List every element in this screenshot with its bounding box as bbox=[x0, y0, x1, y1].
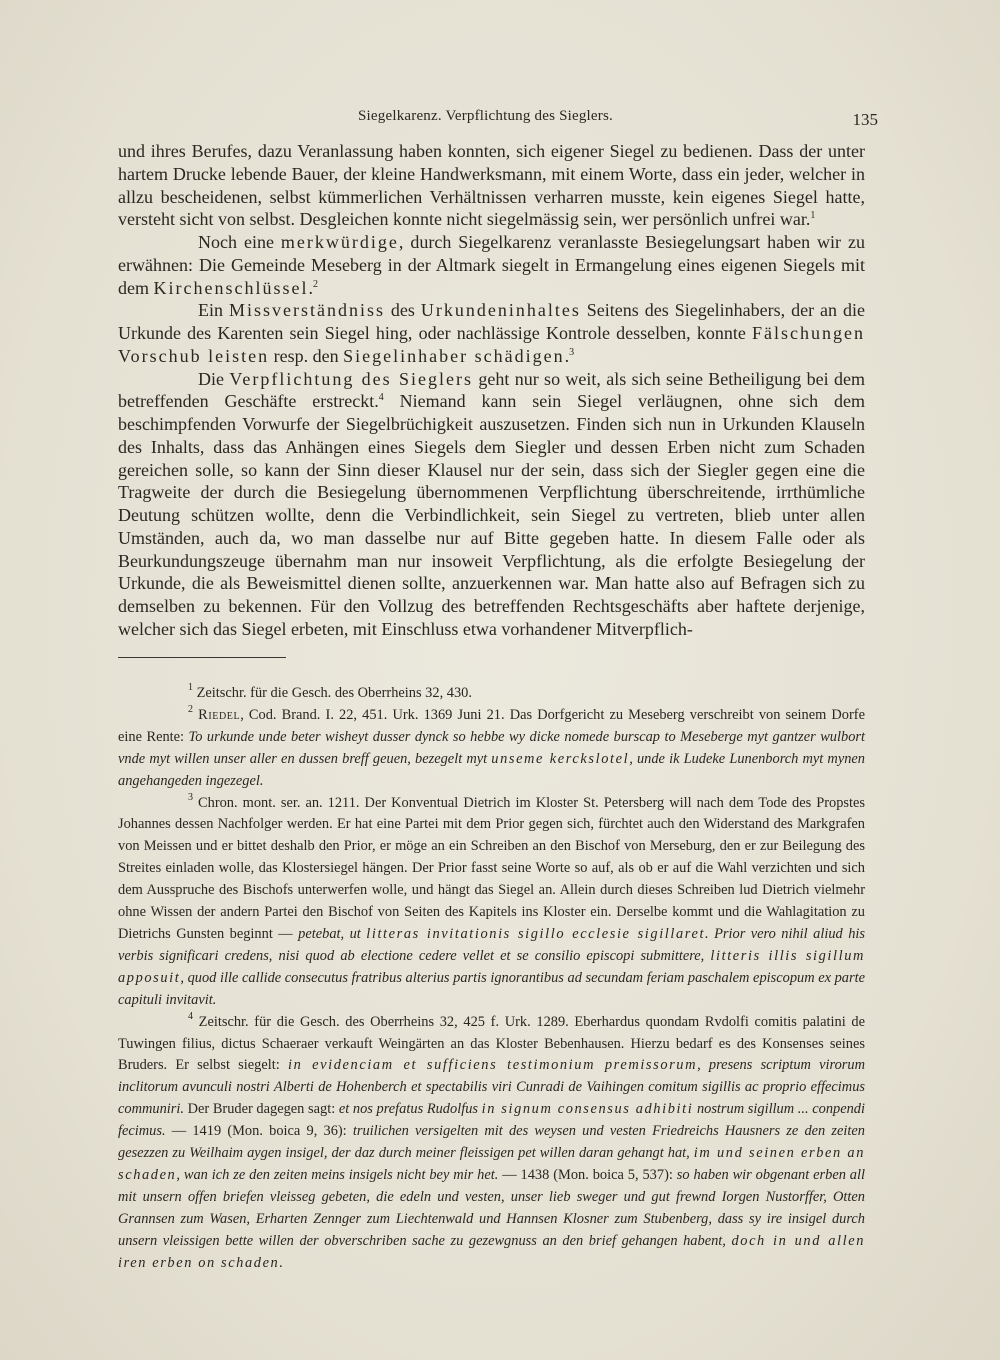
quotation: so haben wir obgenant erben all mit unsern offen briefen vleisseg gebeten, die edeln und vesten, unser lieb sweger und gut frewnd Iorgen Nustorffer, Otten Grannsen zum Wasen, Erharten Zennger zum Liechtenwald und Hannsen Klosner zum Stubenberg, dass sy ire insigel durch unsern vleissigen bette willen der obverschriben sache zu gezewgnuss an den brief gehangen habent, bbox=[118, 1166, 866, 1249]
spaced-emphasis: Urkundeninhaltes bbox=[420, 300, 581, 321]
quotation: nostrum sigillum ... conpendi fecimus. bbox=[118, 1101, 865, 1140]
quotation: , quod ille callide consecutus fratribus alterius partis ignorantibus ad secundam feriam paschalem episcopum ex parte capituli invitavit. bbox=[118, 969, 865, 1008]
footnote-4: $^4$ Zeitschr. für die Gesch. des Oberrheins 32, 425 f. Urk. 1289. Eberhardus quondam Rvdolfi comitis palatini de Tuwingen filius, dictus Schaeraer verkauft Weingärten an das Kloster Bebenhausen. Hierzu bedarf es des Konsenses seines Bruders. Er selbst siegelt: in evidenciam et sufficiens testimonium premissorum, presens scriptum virorum inclitorum avunculi nostri Alberti de Hohenberch et spectabilis viri Cunradi de Vaihingen comitum sigillis ac proprio effecimus communiri. Der Bruder dagegen sagt: et nos prefatus Rudolfus in signum consensus adhibiti nostrum sigillum ... conpendi fecimus. — 1419 (Mon. boica 9, 36): truilichen versigelten mit des weysen und vesten Friedreichs Hausners ze den zeiten gesezzen zu Weilhaim aygen insigel, der daz durch meiner fleissigen pet willen daran gehangt hat, im und seinen erben an schaden, wan ich ze den zeiten meins insigels nicht bey mir het. — 1438 (Mon. boica 5, 537): so haben wir obgenant erben all mit unsern offen briefen vleisseg gebeten, die edeln und vesten, unser lieb sweger und gut frewnd Iorgen Nustorffer, Otten Grannsen zum Wasen, Erharten Zennger zum Liechtenwald und Hannsen Klosner zum Stubenberg, dass sy ire insigel durch unsern vleissigen bette willen der obverschriben sache zu gezewgnuss an den brief gehangen habent, doch in und allen iren erben on schaden. bbox=[118, 1010, 866, 1271]
footnote-ref-2: 2 bbox=[312, 278, 318, 290]
author-name: Riedel bbox=[198, 706, 241, 723]
footnote-mark: 3 bbox=[188, 791, 193, 803]
footnote-ref-4: 4 bbox=[378, 392, 384, 404]
spaced-quotation: litteris illis sigillum apposuit bbox=[118, 947, 865, 986]
footnote-mark: 4 bbox=[188, 1010, 193, 1022]
page-number: 135 bbox=[852, 110, 878, 129]
footnote-ref-3: 3 bbox=[569, 346, 575, 358]
footnote-2: $^2$ Riedel, Cod. Brand. I. 22, 451. Urk. 1369 Juni 21. Das Dorfgericht zu Meseberg verschreibt von seinem Dorfe eine Rente: To urkunde unde beter wisheyt dusser dynck so hebbe wy dicke nomede burscap to Meseberge myt gantzer wulbort vnde myt willen unser aller en dussen breff geuen, bezegelt myt unseme kerckslotel, unde ik Ludeke Lunenborch myt mynen angehangeden ingezegel. bbox=[118, 703, 865, 789]
paragraph-1: und ihres Berufes, dazu Veranlassung haben konnten, sich eigener Siegel zu bedienen. Dass der unter hartem Drucke lebende Bauer, der kleine Handwerksmann, mit einem Worte, dass ein jeder, welcher in allzu bescheidenen, selbst kümmerlichen Verhältnissen verharren musste, kein eigenes Siegel hatte, versteht sicht von selbst. Desgleichen konnte nicht siegelmässig sein, wer persönlich unfrei war.$^1$ bbox=[118, 141, 865, 230]
quotation: truilichen versigelten mit des weysen und vesten Friedreichs Hausners ze den zeiten gesezzen zu Weilhaim aygen insigel, der daz durch meiner fleissigen pet willen daran gehangt hat, bbox=[118, 1123, 866, 1162]
spaced-quotation: in signum consensus adhibiti bbox=[481, 1101, 694, 1118]
spaced-emphasis: Kirchenschlüssel bbox=[153, 277, 309, 298]
quotation: , presens scriptum virorum inclitorum avunculi nostri Alberti de Hohenberch et spectabilis viri Cunradi de Vaihingen comitum sigillis ac proprio effecimus communiri. bbox=[118, 1057, 865, 1118]
footnote-mark: 1 bbox=[188, 682, 193, 693]
spaced-quotation: unseme kerckslotel bbox=[491, 750, 630, 767]
quotation: , wan ich ze den zeiten meins insigels nicht bey mir het. bbox=[176, 1166, 499, 1183]
spaced-quotation: doch in und allen iren erben on schaden bbox=[118, 1232, 865, 1271]
main-text bbox=[118, 140, 865, 641]
spaced-emphasis: Fälschungen Vorschub leisten bbox=[118, 323, 865, 366]
quotation: , unde ik Ludeke Lunenborch myt mynen angehangeden ingezegel. bbox=[118, 750, 865, 789]
quotation: To urkunde unde beter wisheyt dusser dynck so hebbe wy dicke nomede burscap to Meseberge myt gantzer wulbort vnde myt willen unser aller en dussen breff geuen, bezegelt myt bbox=[118, 728, 865, 767]
footnote-ref-1: 1 bbox=[810, 210, 816, 222]
footnotes bbox=[118, 683, 865, 1274]
running-head: Siegelkarenz. Verpflichtung des Sieglers. bbox=[358, 108, 613, 124]
paragraph-3: Ein Missverständniss des Urkundeninhaltes Seitens des Siegelinhabers, der an die Urkunde des Karenten sein Siegel hing, oder nachlässige Kontrole desselben, konnte Fälschungen Vorschub leisten resp. den Siegelinhaber schädigen.$^3$ bbox=[118, 300, 865, 366]
footnote-3: $^3$ Chron. mont. ser. an. 1211. Der Konventual Dietrich im Kloster St. Petersberg will nach dem Tode des Propstes Johannes dessen Nachfolger werden. Er hat eine Partei mit dem Prior gegen sich, fürchtet auch den Widerstand des Markgrafen von Meissen und er bittet deshalb den Prior, er möge an ein Schreiben an den Bischof von Merseburg, den er zur Beilegung des Streites einladen wolle, das Klostersiegel hängen. Der Prior fasst seine Worte so auf, als ob er auf die Wahl verzichten und sich dem Ausspruche des Bischofs unterwerfen wolle, und hängt das Siegel an. Allein durch dieses Schreiben lud Dietrich vielmehr ohne Wissen der andern Partei den Bischof von Seiten des Kapitels ins Kloster ein. Derselbe kommt und die Wahlagitation zu Dietrichs Gunsten beginnt — petebat, ut litteras invitationis sigillo ecclesie sigillaret. Prior vero nihil aliud his verbis significari credens, nisi quod ab electione cedere vellet et se consilio episcopi submittere, litteris illis sigillum apposuit, quod ille callide consecutus fratribus alterius partis ignorantibus ad secundam feriam paschalem episcopum ex parte capituli invitavit. bbox=[118, 791, 865, 1008]
spaced-emphasis: Siegelinhaber schädigen bbox=[343, 345, 565, 366]
spaced-quotation: in evidenciam et sufficiens testimonium premissorum bbox=[287, 1057, 698, 1074]
quotation: . bbox=[279, 1254, 283, 1271]
spaced-quotation: im und seinen erben an schaden bbox=[118, 1145, 865, 1183]
footnote-divider bbox=[118, 657, 286, 658]
footnote-mark: 2 bbox=[188, 703, 193, 715]
paragraph-4: Die Verpflichtung des Sieglers geht nur so weit, als sich seine Betheiligung bei dem betreffenden Geschäfte erstreckt.$^4$ Niemand kann sein Siegel verläugnen, ohne sich dem beschimpfenden Vorwurfe der Siegelbrüchigkeit auszusetzen. Finden sich nun in Urkunden Klauseln des Inhalts, dass das Anhängen eines Siegels dem Siegler und dessen Erben nicht zum Schaden gereichen solle, so kann der Sinn dieser Klausel nur der sein, dass sich der Siegler gegen eine die Tragweite der durch die Besiegelung übernommenen Verpflichtung überschreitende, irrthümliche Deutung schützen wollte, denn die Verbindlichkeit, sein Siegel zu vertreten, blieb unter allen Umständen, auch da, wo man dasselbe nur auf Bitte gegeben hatte. In diesem Falle oder als Beurkundungszeuge übernahm man nur insoweit Verpflichtung, als die erfolgte Besiegelung der Urkunde, die als Beweismittel dienen sollte, anzuerkennen war. Man hatte also auf Befragen sich zu demselben zu bekennen. Für den Vollzug des betreffenden Rechtsgeschäfts aber haftete derjenige, welcher sich das Siegel erbeten, mit Einschluss etwa vorhandener Mitverpflich- bbox=[118, 368, 865, 639]
spaced-emphasis: Verpflichtung des Sieglers bbox=[229, 368, 474, 389]
page-header bbox=[118, 106, 878, 130]
quotation: et nos prefatus Rudolfus bbox=[338, 1101, 482, 1118]
spaced-emphasis: Missverständniss bbox=[228, 300, 385, 321]
quotation: petebat, ut bbox=[298, 925, 367, 942]
quotation: . Prior vero nihil aliud his verbis significari credens, nisi quod ab electione cedere vellet et se consilio episcopi submittere, bbox=[118, 925, 865, 964]
paragraph-2: Noch eine merkwürdige, durch Siegelkarenz veranlasste Besiegelungsart haben wir zu erwähnen: Die Gemeinde Meseberg in der Altmark siegelt in Ermangelung eines eigenen Siegels mit dem Kirchenschlüssel.$^2$ bbox=[118, 232, 865, 298]
spaced-emphasis: merkwürdige bbox=[280, 232, 399, 252]
footnote-1: $^1$ Zeitschr. für die Gesch. des Oberrheins 32, 430. bbox=[188, 682, 472, 701]
spaced-quotation: litteras invitationis sigillo ecclesie sigillaret bbox=[366, 925, 706, 942]
